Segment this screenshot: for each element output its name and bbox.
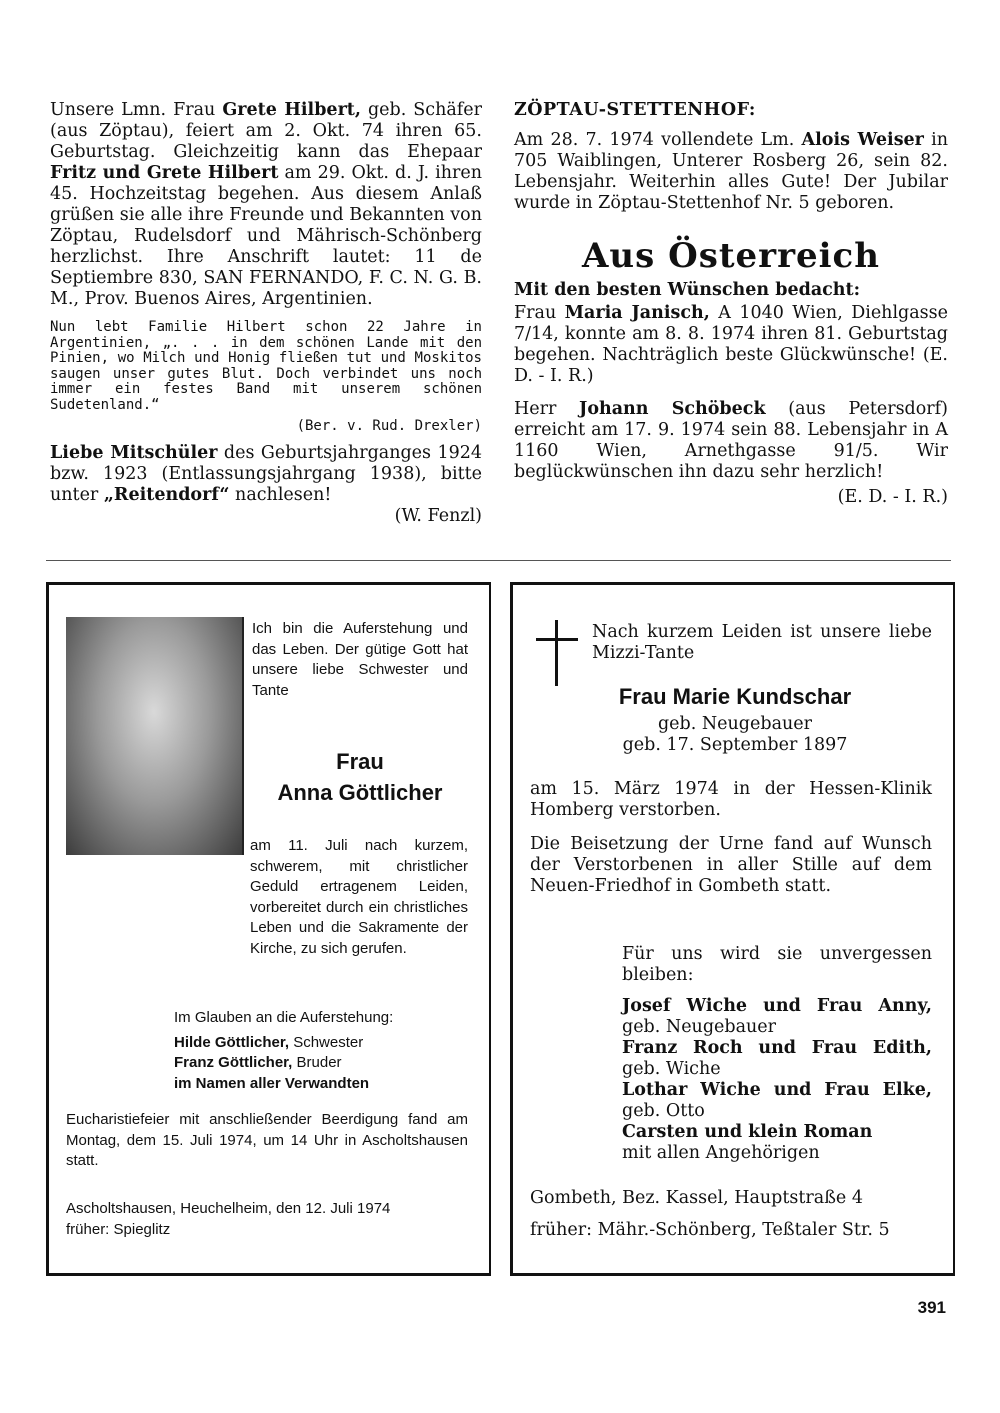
kundschar-intro: Nach kurzem Leiden ist unsere liebe Mizzi-Tante <box>592 622 932 663</box>
kundschar-formerly: früher: Mähr.-Schönberg, Teßtaler Str. 5 <box>530 1220 890 1240</box>
kundschar-birth: geb. Neugebauer geb. 17. September 1897 <box>622 714 848 755</box>
section-title-austria: Aus Österreich <box>582 236 880 276</box>
goettlicher-mass: Eucharistiefeier mit anschließender Beerdigung fand am Montag, dem 15. Juli 1974, um 14 Uhr in Ascholtshausen statt. <box>66 1111 468 1169</box>
classmates-signature: (W. Fenzl) <box>394 505 482 526</box>
schoebeck-signature: (E. D. - I. R.) <box>837 487 948 507</box>
goettlicher-intro: Ich bin die Auferstehung und das Leben. Der gütige Gott hat unsere liebe Schwester und Tante <box>252 620 468 699</box>
kundschar-death: am 15. März 1974 in der Hessen-Klinik Homberg verstorben. <box>530 779 932 820</box>
kundschar-mourners: Für uns wird sie unvergessen bleiben: Josef Wiche und Frau Anny, geb. Neugebauer Franz Roch und Frau Edith, geb. Wiche Lothar Wiche und Frau Elke, geb. Otto Carsten und klein Roman mit allen Angehörigen <box>622 944 932 1163</box>
left-column <box>50 100 482 527</box>
kundschar-address: Gombeth, Bez. Kassel, Hauptstraße 4 <box>530 1188 863 1208</box>
goettlicher-place: Ascholtshausen, Heuchelheim, den 12. Juli 1974 früher: Spieglitz <box>66 1200 391 1238</box>
janisch-paragraph: Frau Maria Janisch, A 1040 Wien, Diehlgasse 7/14, konnte am 8. 8. 1974 ihren 81. Geburtstag begehen. Nachträglich beste Glückwünsche! (E. D. - I. R.) <box>514 303 948 386</box>
argentina-quote: Nun lebt Familie Hilbert schon 22 Jahre in Argentinien, „. . . in dem schönen Lande mit den Pinien, wo Milch und Honig fließen tut und Moskitos saugen unser gutes Blut. Doch verbindet uns noch immer ein festes Band mit unserem schönen Sudetenland.“ <box>50 319 482 413</box>
cross-icon <box>536 620 578 686</box>
column-divider-line <box>46 560 951 561</box>
weiser-paragraph: Am 28. 7. 1974 vollendete Lm. Alois Weiser in 705 Waiblingen, Unterer Rosberg 26, sein 82. Lebensjahr. Weiterhin alles Gute! Der Jubilar wurde in Zöptau-Stettenhof Nr. 5 geboren. <box>514 130 948 213</box>
right-column <box>514 100 948 508</box>
schoebeck-paragraph: Herr Johann Schöbeck (aus Petersdorf) erreicht am 17. 9. 1974 sein 88. Lebensjahr in A 1160 Wien, Arnethgasse 91/5. Wir beglückwünschen ihn dazu sehr herzlich! <box>514 399 948 482</box>
portrait-photo <box>66 617 244 855</box>
goettlicher-body: am 11. Juli nach kurzem, schwerem, mit christlicher Geduld ertragenem Leiden, vorbereitet durch ein christliches Leben und die Sakramente der Kirche, zu sich gerufen. <box>250 837 468 957</box>
kundschar-burial: Die Beisetzung der Urne fand auf Wunsch der Verstorbenen in aller Stille auf dem Neuen-Friedhof in Gombeth statt. <box>530 834 932 896</box>
goettlicher-signatures: Im Glauben an die Auferstehung: Hilde Göttlicher, Schwester Franz Göttlicher, Bruder im Namen aller Verwandten <box>174 1009 394 1092</box>
goettlicher-name: Frau Anna Göttlicher <box>277 749 443 805</box>
classmates-paragraph: Liebe Mitschüler des Geburtsjahrganges 1924 bzw. 1923 (Entlassungsjahrgang 1938), bitte unter „Reitendorf“ nachlesen! <box>50 442 482 505</box>
page-number: 391 <box>917 1298 946 1317</box>
section-heading-zoeptau: ZÖPTAU-STETTENHOF: <box>514 100 756 120</box>
hilbert-paragraph: Unsere Lmn. Frau Grete Hilbert, geb. Schäfer (aus Zöptau), feiert am 2. Okt. 74 ihren 65. Geburtstag. Gleichzeitig kann das Ehepaar Fritz und Grete Hilbert am 29. Okt. d. J. ihren 45. Hochzeitstag begehen. Aus diesem Anlaß grüßen sie alle ihre Freunde und Bekannten von Zöptau, Rudelsdorf und Mährisch-Schönberg herzlichst. Ihre Anschrift lautet: 11 de Septiembre 830, SAN FERNANDO, F. C. N. G. B. M., Prov. Buenos Aires, Argentinien. <box>50 100 482 309</box>
austria-subheading: Mit den besten Wünschen bedacht: <box>514 280 861 300</box>
kundschar-name: Frau Marie Kundschar <box>618 684 852 709</box>
quote-signature: (Ber. v. Rud. Drexler) <box>296 418 482 434</box>
